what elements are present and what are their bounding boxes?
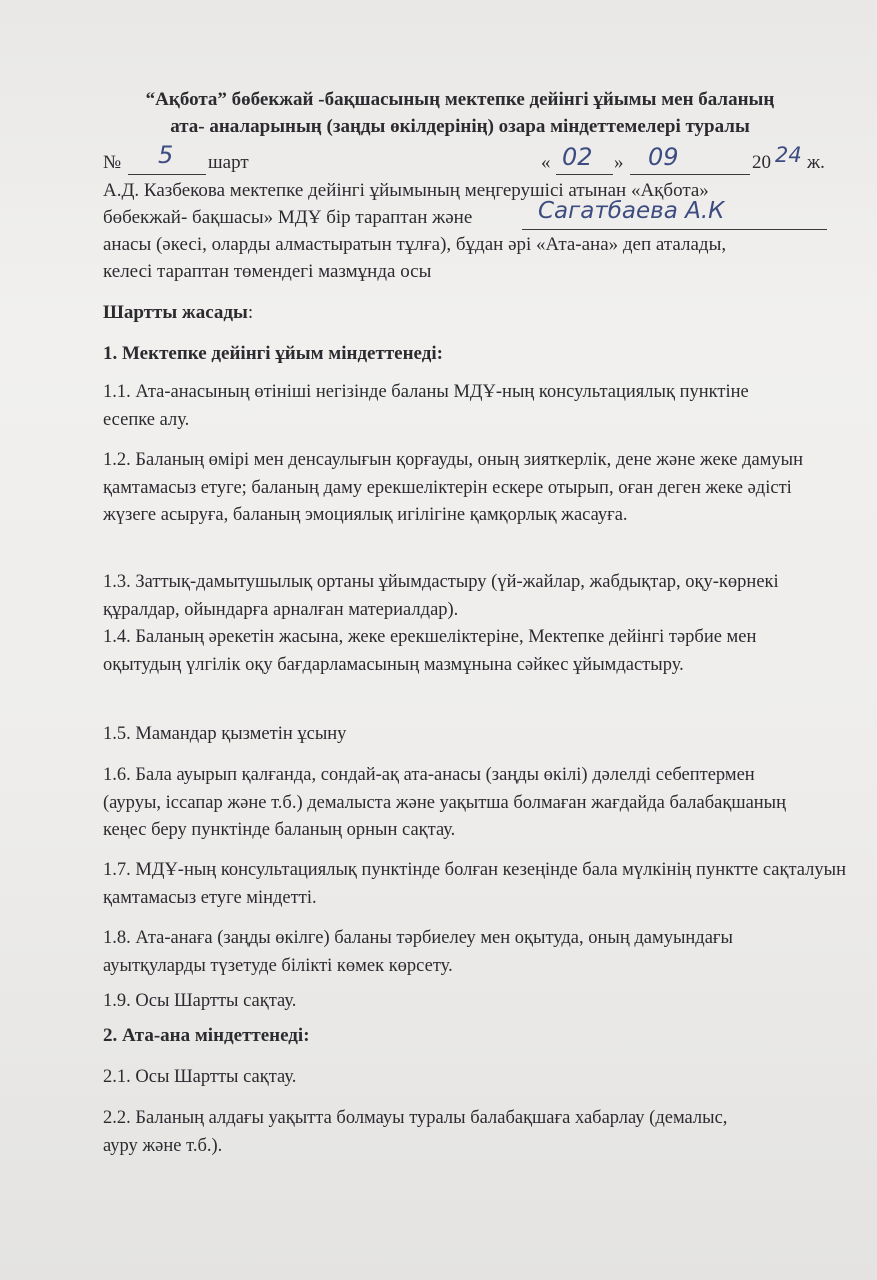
date-month-handwritten: 09 xyxy=(648,143,679,171)
date-day-handwritten: 02 xyxy=(562,143,593,171)
date-month-blank xyxy=(630,174,750,175)
section-1-heading: 1. Мектепке дейінгі ұйым міндеттенеді: xyxy=(103,343,443,364)
date-year-handwritten: 24 xyxy=(775,143,802,167)
contract-made-heading xyxy=(103,302,253,324)
clause-1-9: 1.9. Осы Шартты сақтау. xyxy=(103,991,297,1011)
clause-2-2: 2.2. Баланың алдағы уақытта болмауы туралы балабақшаға хабарлау (демалыс, ауру және т.б.). xyxy=(103,1108,728,1156)
date-year-prefix: 20 xyxy=(752,152,771,173)
date-year-end: ж. xyxy=(807,152,825,173)
clause-1-6: 1.6. Бала ауырып қалғанда, сондай-ақ ата-анасы (заңды өкілі) дәлелді себептермен (ауруы, іссапар және т.б.) демалыста және уақытша болмаған жағдайда балабақшаның кеңес беру пунктінде баланың орнын сақтау. xyxy=(103,765,787,840)
date-day-blank xyxy=(556,174,613,175)
document-title-line-1: “Ақбота” бөбекжай -бақшасының мектепке дейінгі ұйымы мен баланың xyxy=(145,89,775,110)
contract-word: шарт xyxy=(208,152,249,173)
contract-number-blank xyxy=(128,174,206,175)
contract-made-bold: Шартты жасады xyxy=(103,302,248,323)
contract-number-handwritten: 5 xyxy=(158,141,174,169)
contract-made-colon: : xyxy=(247,302,254,323)
clause-1-3: 1.3. Заттық-дамытушылық ортаны ұйымдастыру (үй-жайлар, жабдықтар, оқу-көрнекі құралдар, ойындарға арналған материалдар). xyxy=(103,572,779,620)
date-open-quote: « xyxy=(541,152,551,173)
clause-1-8: 1.8. Ата-анаға (заңды өкілге) баланы тәрбиелеу мен оқытуда, оның дамуындағы ауытқуларды түзетуде білікті көмек көрсету. xyxy=(103,928,733,976)
section-2-heading: 2. Ата-ана міндеттенеді: xyxy=(103,1025,310,1046)
date-close-quote: » xyxy=(614,152,624,173)
clause-1-5: 1.5. Мамандар қызметін ұсыну xyxy=(103,724,347,744)
clause-1-1: 1.1. Ата-анасының өтініші негізінде баланы МДҰ-ның консультациялық пунктіне есепке алу. xyxy=(103,382,749,430)
contract-number-label: № xyxy=(103,152,122,173)
document-title-line-2: ата- аналарының (заңды өкілдерінің) озара міндеттемелері туралы xyxy=(170,116,750,137)
clause-1-4: 1.4. Баланың әрекетін жасына, жеке ерекшеліктеріне, Мектепке дейінгі тәрбие мен оқытудың үлгілік оқу бағдарламасының мазмұнына сәйкес ұйымдастыру. xyxy=(103,627,757,675)
clause-1-7: 1.7. МДҰ-ның консультациялық пунктінде болған кезеңінде бала мүлкінің пунктте сақталуын қамтамасыз етуге міндетті. xyxy=(103,860,846,908)
parent-name-handwritten: Сагатбаева А.К xyxy=(538,198,725,224)
clause-2-1: 2.1. Осы Шартты сақтау. xyxy=(103,1067,297,1087)
clause-1-2: 1.2. Баланың өмірі мен денсаулығын қорғауды, оның зияткерлік, дене және жеке дамуын қамтамасыз етуге; баланың даму ерекшеліктерін ескере отырып, оған деген жеке әдісті жүзеге асыруға, баланың эмоциялық игілігіне қамқорлық жасауға. xyxy=(103,450,804,525)
intro-line-2: бөбекжай- бақшасы» МДҰ бір тараптан және xyxy=(103,207,473,228)
intro-line-4: келесі тараптан төмендегі мазмұнда осы xyxy=(103,261,432,282)
intro-line-1: А.Д. Казбекова мектепке дейінгі ұйымының меңгерушісі атынан «Ақбота» xyxy=(103,180,709,201)
parent-name-blank xyxy=(522,229,827,230)
intro-line-3: анасы (әкесі, оларды алмастыратын тұлға), бұдан әрі «Ата-ана» деп аталады, xyxy=(103,234,727,255)
